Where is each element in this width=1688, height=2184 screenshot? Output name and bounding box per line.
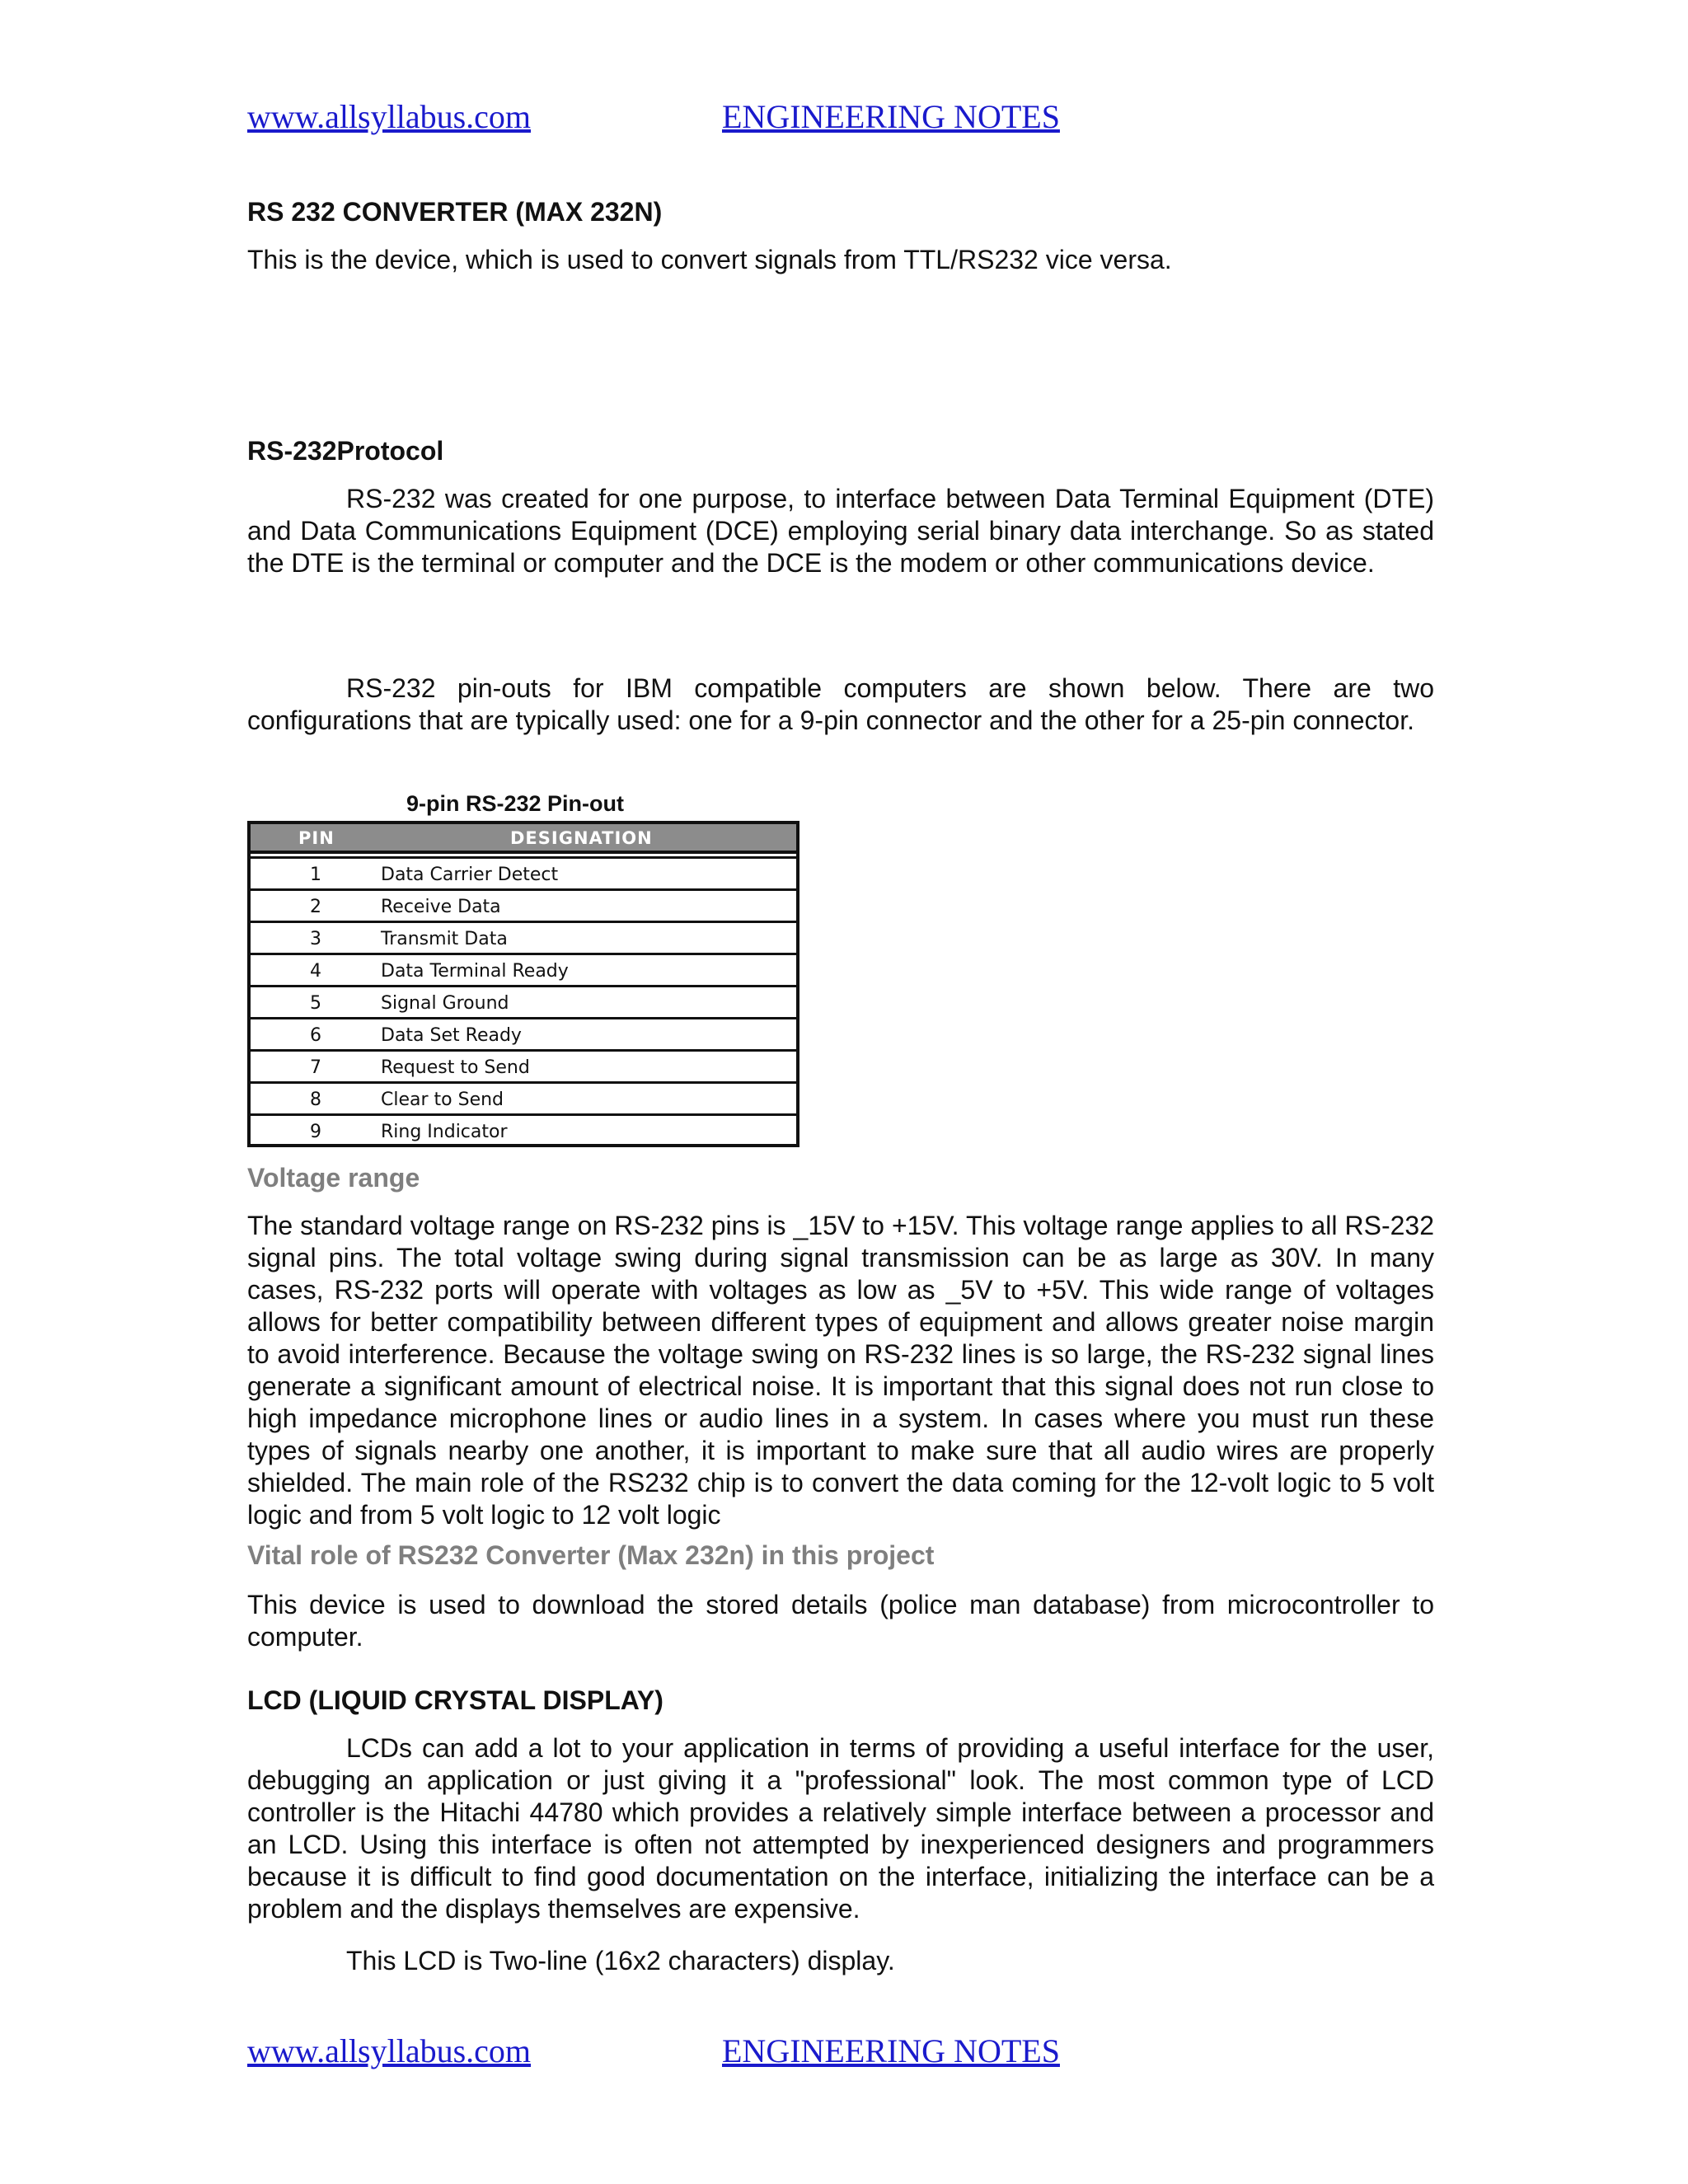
page-header: [0, 97, 1688, 147]
footer-site-link[interactable]: www.allsyllabus.com: [247, 2032, 532, 2069]
table-row: [251, 955, 796, 987]
table-row: [251, 1084, 796, 1116]
pin-designation: Data Carrier Detect: [381, 865, 559, 885]
protocol-para2: RS-232 pin-outs for IBM compatible computers are shown below. There are two configurations that are typically used: one for a 9-pin connector and the other for a 25-pin connector.: [247, 673, 1434, 735]
table-row: [251, 1019, 796, 1052]
pin-number: 6: [310, 1025, 321, 1046]
table-row: [251, 1116, 796, 1148]
lcd-para2-container: [247, 1945, 1434, 1977]
pin-designation: Ring Indicator: [381, 1122, 508, 1142]
vital-role-title: Vital role of RS232 Converter (Max 232n) in this project: [247, 1540, 935, 1570]
pin-table-caption: 9-pin RS-232 Pin-out: [406, 791, 625, 816]
pin-designation: Receive Data: [381, 897, 501, 917]
voltage-title: Voltage range: [247, 1163, 420, 1193]
vital-role-body: This device is used to download the stored details (police man database) from microcontroller to computer.: [247, 1590, 1434, 1652]
pin-number: 4: [310, 961, 321, 982]
lcd-para1: LCDs can add a lot to your application in terms of providing a useful interface for the user, debugging an application or just giving it a "professional" look. The most common type of LCD controller is the Hitachi 44780 which provides a relatively simple interface between a processor and an LCD. Using this interface is often not attempted by inexperienced designers and programmers because it is difficult to find good documentation on the interface, initializing the interface can be a problem and the displays themselves are expensive.: [247, 1733, 1434, 1924]
pin-number: 8: [310, 1090, 321, 1110]
table-row: [251, 1052, 796, 1084]
protocol-para1: RS-232 was created for one purpose, to interface between Data Terminal Equipment (DTE) and Data Communications Equipment (DCE) employing serial binary data interchange. So as stated the DTE is the terminal or computer and the DCE is the modem or other communications device.: [247, 484, 1434, 578]
lcd-title: LCD (LIQUID CRYSTAL DISPLAY): [247, 1685, 663, 1715]
voltage-body-container: [247, 1210, 1434, 1531]
table-row: [251, 891, 796, 923]
pin-column-header: PIN: [298, 828, 335, 848]
designation-column-header: DESIGNATION: [510, 828, 653, 848]
vital-role-body-container: [247, 1589, 1434, 1653]
pin-number: 9: [310, 1122, 321, 1142]
table-row: [251, 859, 796, 891]
pin-number: 5: [310, 993, 321, 1014]
pin-number: 1: [310, 865, 321, 885]
protocol-para2-container: [247, 673, 1434, 737]
pin-designation: Request to Send: [381, 1057, 530, 1078]
header-site-link[interactable]: www.allsyllabus.com: [247, 98, 532, 135]
rs232-converter-body: This is the device, which is used to convert signals from TTL/RS232 vice versa.: [247, 245, 1172, 274]
header-notes-link[interactable]: ENGINEERING NOTES: [722, 98, 1060, 135]
pin-designation: Signal Ground: [381, 993, 509, 1014]
page-footer: [0, 2032, 1688, 2081]
protocol-title: RS-232Protocol: [247, 436, 444, 466]
footer-notes-link[interactable]: ENGINEERING NOTES: [722, 2032, 1060, 2069]
lcd-para2: This LCD is Two-line (16x2 characters) display.: [346, 1946, 895, 1975]
pin-designation: Data Terminal Ready: [381, 961, 569, 982]
pin-number: 7: [310, 1057, 321, 1078]
table-row: [251, 923, 796, 955]
table-row: [251, 987, 796, 1019]
pin-designation: Transmit Data: [381, 929, 508, 949]
pin-designation: Clear to Send: [381, 1090, 504, 1110]
pin-designation: Data Set Ready: [381, 1025, 522, 1046]
pin-table: [247, 821, 799, 1147]
pin-number: 3: [310, 929, 321, 949]
lcd-para1-container: [247, 1732, 1434, 1925]
rs232-converter-title: RS 232 CONVERTER (MAX 232N): [247, 197, 663, 227]
voltage-body: The standard voltage range on RS-232 pins is _15V to +15V. This voltage range applies to all RS-232 signal pins. The total voltage swing during signal transmission can be as large as 30V. In many cases, RS-232 ports will operate with voltages as low as _5V to +5V. This wide range of voltages allows for better compatibility between different types of equipment and allows greater noise margin to avoid interference. Because the voltage swing on RS-232 lines is so large, the RS-232 signal lines generate a significant amount of electrical noise. It is important that this signal does not run close to high impedance microphone lines or audio lines in a system. In cases where you must run these types of signals nearby one another, it is important to make sure that all audio wires are properly shielded. The main role of the RS232 chip is to convert the data coming for the 12-volt logic to 5 volt logic and from 5 volt logic to 12 volt logic: [247, 1211, 1434, 1530]
pin-table-header: [251, 824, 796, 854]
protocol-para1-container: [247, 483, 1434, 579]
pin-number: 2: [310, 897, 321, 917]
